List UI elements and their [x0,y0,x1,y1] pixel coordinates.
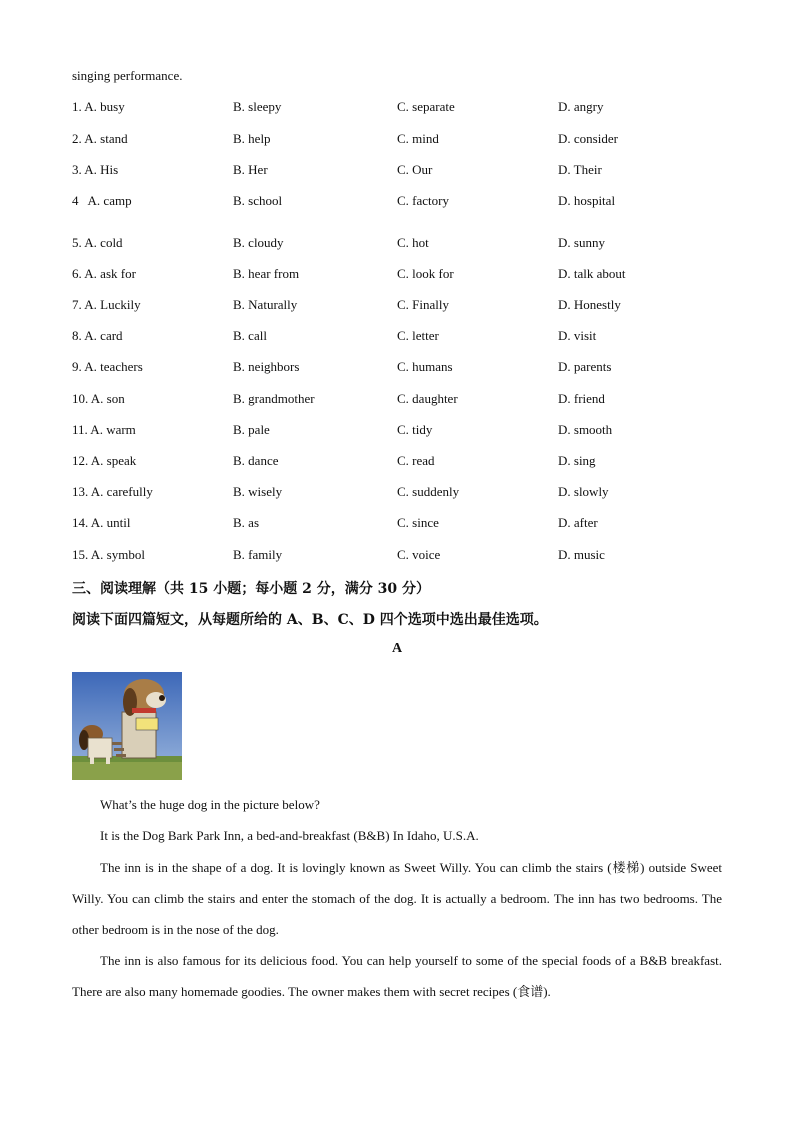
question-label: 3. A. His [72,162,119,177]
option-d: D. parents [558,359,612,374]
dog-house-photo [72,672,182,780]
option-c: C. daughter [397,391,458,406]
question-label: 13. A. carefully [72,484,153,499]
option-b: B. call [233,328,267,343]
option-b: B. family [233,547,283,562]
option-b: B. pale [233,422,270,437]
option-b: B. wisely [233,484,283,499]
option-d: D. after [558,515,598,530]
option-d: D. sing [558,453,596,468]
option-d: D. slowly [558,484,609,499]
paragraph [72,945,722,1007]
option-b: B. neighbors [233,359,300,374]
option-c: C. voice [397,547,441,562]
option-d: D. friend [558,391,605,406]
option-d: D. sunny [558,235,605,250]
question-label: 8. A. card [72,328,123,343]
option-d: D. angry [558,99,604,114]
paragraph [72,820,722,851]
option-b: B. Naturally [233,297,298,312]
paragraph-text: The inn is also famous for its delicious food. You can help yourself to some of the special foods of a B&B breakfast. There are also many homemade goodies. The owner makes them with secret recipes (食谱). [72,953,722,999]
option-c: C. separate [397,99,455,114]
question-label: 12. A. speak [72,453,137,468]
option-b: B. cloudy [233,235,284,250]
option-b: B. help [233,131,271,146]
lead-text: singing performance. [72,68,183,83]
option-c: C. mind [397,131,439,146]
option-d: D. smooth [558,422,613,437]
question-label: 11. A. warm [72,422,136,437]
option-b: B. as [233,515,259,530]
option-c: C. suddenly [397,484,460,499]
option-d: D. music [558,547,605,562]
option-c: C. hot [397,235,429,250]
question-label: 7. A. Luckily [72,297,141,312]
question-label: 15. A. symbol [72,547,145,562]
option-c: C. Our [397,162,433,177]
question-label: 5. A. cold [72,235,123,250]
option-c: C. factory [397,193,449,208]
paragraph-text: What’s the huge dog in the picture below? [100,797,320,812]
option-d: D. hospital [558,193,616,208]
option-b: B. dance [233,453,279,468]
question-label: 1. A. busy [72,99,125,114]
option-d: D. talk about [558,266,626,281]
option-d: D. Their [558,162,602,177]
option-c: C. humans [397,359,453,374]
option-c: C. letter [397,328,439,343]
section-instruction: 阅读下面四篇短文，从每题所给的 A、B、C、D 四个选项中选出最佳选项。 [72,612,548,628]
paragraph [72,852,722,945]
option-c: C. tidy [397,422,433,437]
question-label: 6. A. ask for [72,266,136,281]
section-title: 三、阅读理解（共 15 小题；每小题 2 分，满分 30 分） [72,581,430,597]
passage-label: A [391,641,403,656]
option-b: B. school [233,193,283,208]
option-b: B. hear from [233,266,300,281]
question-label: 14. A. until [72,515,131,530]
option-b: B. sleepy [233,99,282,114]
option-c: C. since [397,515,439,530]
question-label: 2. A. stand [72,131,128,146]
question-label: 10. A. son [72,391,125,406]
option-b: B. Her [233,162,268,177]
option-b: B. grandmother [233,391,315,406]
paragraph [72,789,722,820]
paragraph-text: The inn is in the shape of a dog. It is lovingly known as Sweet Willy. You can climb the stairs (楼梯) outside Sweet Willy. You can climb the stairs and enter the stomach of the dog. It is actually a bedroom. The inn has two bedrooms. The other bedroom is in the nose of the dog. [72,860,722,937]
option-c: C. look for [397,266,454,281]
option-c: C. Finally [397,297,450,312]
option-c: C. read [397,453,435,468]
question-label: 9. A. teachers [72,359,143,374]
option-d: D. Honestly [558,297,621,312]
paragraph-text: It is the Dog Bark Park Inn, a bed-and-breakfast (B&B) In Idaho, U.S.A. [100,828,479,843]
option-d: D. consider [558,131,618,146]
option-d: D. visit [558,328,597,343]
question-label: 4 A. camp [72,193,132,208]
